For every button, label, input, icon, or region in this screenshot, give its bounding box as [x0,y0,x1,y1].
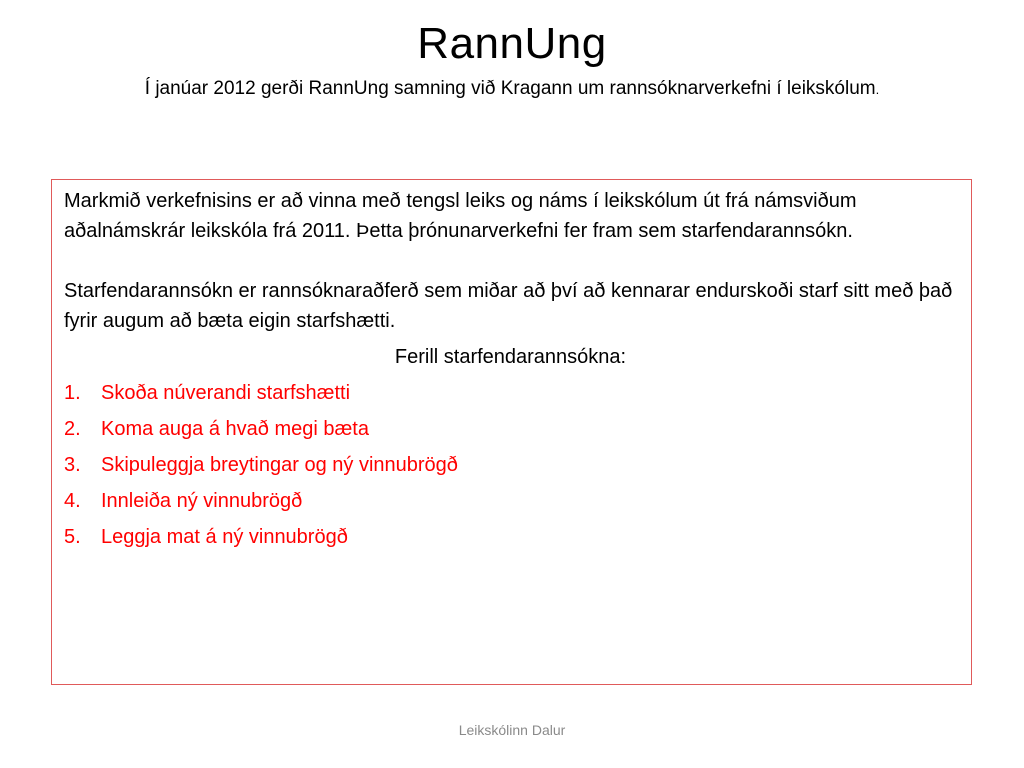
paragraph-goal: Markmið verkefnisins er að vinna með tengsl leiks og náms í leikskólum út frá námsviðum aðalnámskrár leikskóla frá 2011. Þetta þrónunarverkefni fer fram sem starfendarannsókn. [64,190,857,242]
step-text: Skoða núverandi starfshætti [101,382,351,404]
list-item [64,486,957,516]
step-text: Skipuleggja breytingar og ný vinnubrögð [101,454,458,476]
list-item [64,378,957,408]
list-item [64,522,957,552]
slide-subtitle [0,76,1024,103]
slide-footer: Leikskólinn Dalur [458,722,566,738]
subtitle-period: . [875,82,880,97]
list-item [64,450,957,480]
step-number: 3. [64,454,81,476]
step-text: Innleiða ný vinnubrögð [101,490,303,512]
process-steps-list [64,378,957,552]
step-number: 2. [64,418,81,440]
step-number: 4. [64,490,81,512]
process-heading: Ferill starfendarannsókna: [394,346,627,368]
list-item [64,414,957,444]
content-box [51,179,972,685]
step-number: 1. [64,382,81,404]
paragraph-definition: Starfendarannsókn er rannsóknaraðferð sem miðar að því að kennarar endurskoði starf sitt með það fyrir augum að bæta eigin starfshætti. [64,280,953,332]
step-number: 5. [64,526,81,548]
subtitle-text: Í janúar 2012 gerði RannUng samning við Kragann um rannsóknarverkefni í leikskólum [144,78,876,99]
step-text: Leggja mat á ný vinnubrögð [101,526,348,548]
slide-title: RannUng [417,19,607,68]
step-text: Koma auga á hvað megi bæta [101,418,369,440]
